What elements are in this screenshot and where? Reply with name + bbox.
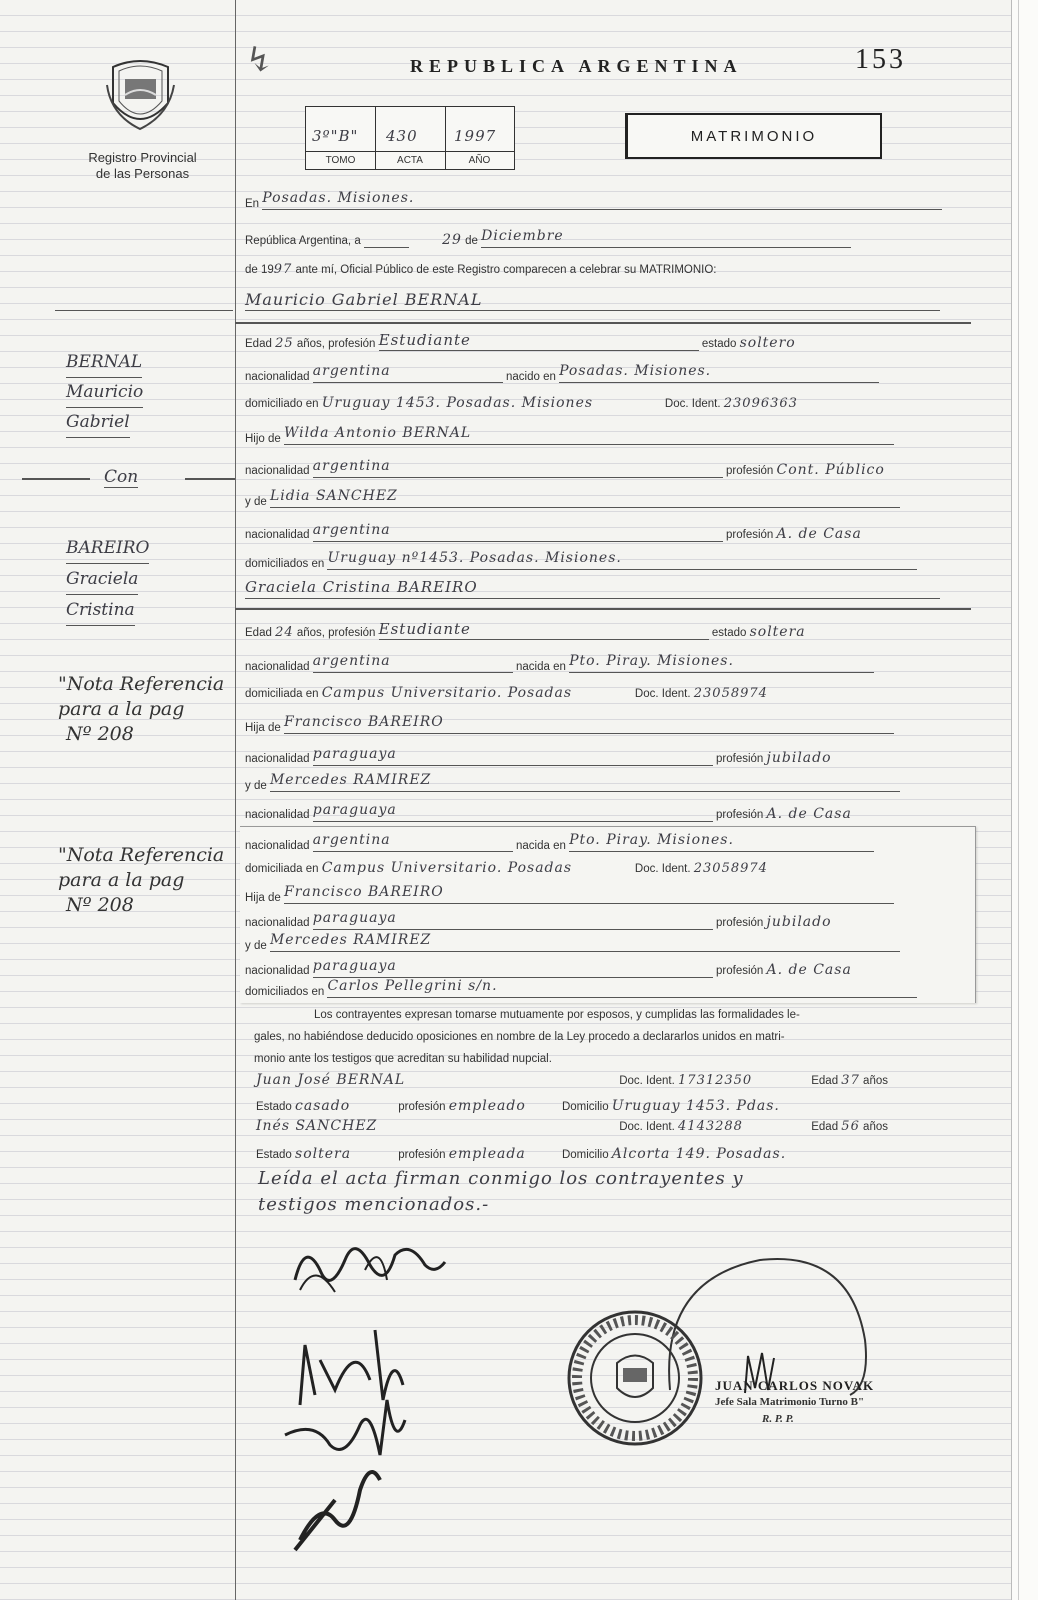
hijo-label: Hijo de (245, 433, 281, 445)
overlay-mother: Mercedes RAMIREZ (270, 932, 900, 952)
doc-label: Doc. Ident. (664, 398, 721, 410)
witness1-detail-row (256, 1098, 976, 1114)
nacionalidad-label: nacionalidad (245, 465, 310, 477)
anos-profesion-label: años, profesión (296, 627, 376, 639)
groom-nationality-row (245, 363, 879, 385)
bride-mother-nationality: paraguaya (313, 802, 713, 822)
witness1-doc: 17312350 (678, 1073, 753, 1088)
anos-label: años (863, 1121, 888, 1133)
groom-mother-profession: A. de Casa (776, 526, 862, 542)
margin-bride-name (66, 533, 226, 626)
overlay-nationality-row (245, 832, 874, 854)
margin-divider (235, 0, 236, 1600)
domicilio-label: Domicilio (561, 1149, 609, 1161)
margin-given-1b: Gabriel (66, 408, 130, 438)
margin-surname-1: BERNAL (66, 348, 142, 378)
witness1-profession: empleado (448, 1098, 526, 1114)
estado-label: estado (701, 338, 737, 350)
profesion-label: profesión (398, 1101, 446, 1113)
groom-name-line (245, 310, 940, 311)
nacionalidad-label: nacionalidad (245, 371, 310, 383)
year-prefix: de 19 (245, 264, 274, 276)
official-name: JUAN CARLOS NOVAK (715, 1378, 875, 1393)
month-value: Diciembre (481, 228, 851, 248)
official-initials: R. P. P. (762, 1413, 794, 1425)
profesion-label: profesión (726, 465, 774, 477)
witness2-detail-row (256, 1146, 976, 1162)
note1-line-2: para a la pag (58, 698, 185, 720)
y-de-label: y de (245, 940, 267, 952)
bride-father-nationality: paraguaya (313, 746, 713, 766)
groom-full-name: Mauricio Gabriel BERNAL (245, 290, 483, 309)
overlay-mother-row (245, 932, 900, 954)
nacido-label: nacido en (506, 371, 556, 383)
profesion-label: profesión (398, 1149, 446, 1161)
act-type: MATRIMONIO (690, 127, 818, 145)
act-type-box (625, 113, 882, 159)
bride-address: Campus Universitario. Posadas (321, 685, 573, 701)
acta-label: ACTA (397, 155, 423, 166)
tomo-label: TOMO (325, 155, 356, 166)
bride-name-line (245, 598, 940, 599)
registry-logo (103, 55, 178, 135)
de-label: de (465, 235, 478, 247)
witness2-status: soltera (295, 1146, 352, 1162)
witness1-row (256, 1072, 976, 1088)
domiciliados-label: domiciliados en (245, 986, 325, 998)
nacida-label: nacida en (516, 840, 566, 852)
groom-age: 25 (275, 336, 294, 351)
doc-label: Doc. Ident. (619, 1121, 675, 1133)
closing-statement (258, 1166, 968, 1218)
bride-mother-nat-row (245, 802, 852, 824)
note2-line-3: Nº 208 (66, 894, 134, 916)
overlay-nationality: argentina (313, 832, 513, 852)
section-divider-1 (235, 322, 971, 324)
bride-father-profession: jubilado (766, 750, 832, 766)
registry-seal-stamp (565, 1308, 705, 1448)
overlay-parents-address-row (245, 978, 917, 1000)
acta-value: 430 (386, 127, 418, 145)
overlay-father-row (245, 884, 894, 906)
anos-profesion-label: años, profesión (296, 338, 376, 350)
margin-surname-2: BAREIRO (66, 533, 149, 564)
bride-mother-row (245, 772, 900, 794)
profesion-label: profesión (716, 965, 764, 977)
legal-line-1: Los contrayentes expresan tomarse mutuamente por esposos, y cumplidas las formalidades le- (314, 1009, 800, 1021)
doc-label: Doc. Ident. (634, 863, 691, 875)
profesion-label: profesión (726, 529, 774, 541)
year-row (245, 262, 717, 284)
groom-parents-address-row (245, 550, 917, 572)
margin-given-1a: Mauricio (66, 378, 143, 408)
closing-line-2: testigos mencionados.- (258, 1194, 490, 1215)
groom-profession: Estudiante (379, 331, 699, 351)
estado-label: estado (711, 627, 747, 639)
witness2-name: Inés SANCHEZ (256, 1118, 378, 1134)
groom-mother-nat-row (245, 522, 862, 544)
groom-father: Wilda Antonio BERNAL (284, 425, 894, 445)
edad-label: Edad (245, 338, 272, 350)
witness2-age: 56 (841, 1119, 860, 1134)
groom-birthplace: Posadas. Misiones. (559, 363, 879, 383)
groom-father-profession: Cont. Público (776, 462, 885, 478)
overlay-doc: 23058974 (693, 861, 768, 876)
nacionalidad-label: nacionalidad (245, 965, 310, 977)
bride-nationality-row (245, 653, 874, 675)
y-de-label: y de (245, 780, 267, 792)
doc-label: Doc. Ident. (619, 1075, 675, 1087)
estado-label: Estado (256, 1101, 292, 1113)
note1-line-3: Nº 208 (66, 723, 134, 745)
overlay-father-nat-row (245, 910, 832, 932)
profesion-label: profesión (716, 753, 764, 765)
page-number: 153 (855, 44, 906, 75)
signature-bride (300, 1330, 403, 1405)
bride-address-row (245, 685, 768, 707)
margin-note-2 (58, 843, 233, 918)
overlay-mother-profession: A. de Casa (766, 962, 852, 978)
witness1-status: casado (295, 1098, 351, 1114)
registry-line-2: de las Personas (95, 166, 190, 181)
day-value: 29 (442, 232, 462, 248)
margin-groom-name (66, 348, 226, 438)
note2-line-1: "Nota Referencia (58, 844, 225, 866)
official-title: Jefe Sala Matrimonio Turno B" (715, 1396, 865, 1408)
registry-line-1: Registro Provincial (88, 150, 197, 165)
nacionalidad-label: nacionalidad (245, 917, 310, 929)
anio-value: 1997 (454, 127, 497, 145)
date-row (245, 228, 851, 250)
witness2-row (256, 1118, 976, 1134)
witness1-address: Uruguay 1453. Pdas. (611, 1098, 780, 1114)
bride-nationality: argentina (313, 653, 513, 673)
margin-con: Con (104, 467, 139, 487)
tomo-value: 3º"B" (312, 127, 359, 145)
witness1-age: 37 (841, 1073, 860, 1088)
year-suffix: 97 (273, 262, 293, 277)
y-de-label: y de (245, 496, 267, 508)
legal-paragraph (254, 1004, 974, 1070)
signature-witness-2 (295, 1472, 380, 1550)
groom-doc: 23096363 (723, 396, 798, 411)
overlay-father-nationality: paraguaya (313, 910, 713, 930)
signatures-group (275, 1220, 455, 1600)
bride-doc: 23058974 (693, 686, 768, 701)
overlay-birthplace: Pto. Piray. Misiones. (569, 832, 874, 852)
overlay-mother-nationality: paraguaya (313, 958, 713, 978)
registry-name (70, 150, 215, 182)
estado-label: Estado (256, 1149, 292, 1161)
groom-nationality: argentina (313, 363, 503, 383)
groom-parents-address: Uruguay nº1453. Posadas. Misiones. (327, 550, 917, 570)
bride-mother: Mercedes RAMIREZ (270, 772, 900, 792)
groom-father-nationality: argentina (313, 458, 723, 478)
bride-mother-profession: A. de Casa (766, 806, 852, 822)
domiciliada-label: domiciliada en (245, 688, 319, 700)
legal-line-3: monio ante los testigos que acreditan su habilidad nupcial. (254, 1053, 552, 1065)
overlay-address-row (245, 860, 768, 882)
groom-mother-row (245, 488, 900, 510)
signature-witness-1 (285, 1400, 405, 1455)
section-divider-2 (235, 608, 971, 610)
groom-address-row (245, 395, 798, 417)
doc-label: Doc. Ident. (634, 688, 691, 700)
country-title: REPUBLICA ARGENTINA (410, 56, 743, 76)
bride-father-row (245, 714, 894, 736)
note2-line-2: para a la pag (58, 869, 185, 891)
hija-label: Hija de (245, 722, 281, 734)
witness1-name: Juan José BERNAL (256, 1072, 406, 1088)
domicilio-label: Domicilio (561, 1101, 609, 1113)
groom-status: soltero (739, 335, 796, 351)
corner-initial-mark: ↯ (245, 40, 275, 80)
nacionalidad-label: nacionalidad (245, 809, 310, 821)
bride-birthplace: Pto. Piray. Misiones. (569, 653, 874, 673)
en-label: En (245, 198, 260, 210)
edad-label: Edad (811, 1121, 839, 1133)
bride-status: soltera (749, 624, 806, 640)
margin-note-1 (58, 672, 233, 747)
nacionalidad-label: nacionalidad (245, 529, 310, 541)
header-divider-left (55, 310, 233, 311)
domiciliados-label: domiciliados en (245, 558, 325, 570)
legal-line-2: gales, no habiéndose deducido oposiciones en nombre de la Ley procedo a declararlos unidos en matri- (254, 1031, 785, 1043)
margin-given-2b: Cristina (66, 595, 135, 626)
place-value: Posadas. Misiones. (262, 190, 942, 210)
overlay-parents-address: Carlos Pellegrini s/n. (327, 978, 917, 998)
bride-profession: Estudiante (379, 620, 709, 640)
nacionalidad-label: nacionalidad (245, 840, 310, 852)
margin-given-2a: Graciela (66, 564, 138, 595)
domiciliado-label: domiciliado en (245, 398, 319, 410)
edad-label: Edad (245, 627, 272, 639)
intro-text: ante mí, Oficial Público de este Registro comparecen a celebrar su MATRIMONIO: (295, 264, 717, 276)
witness2-profession: empleada (448, 1146, 526, 1162)
profesion-label: profesión (716, 917, 764, 929)
bride-age-row (245, 620, 806, 642)
closing-line-1: Leída el acta firman conmigo los contrayentes y (258, 1168, 744, 1189)
groom-mother: Lidia SANCHEZ (270, 488, 900, 508)
nacionalidad-label: nacionalidad (245, 753, 310, 765)
bride-age: 24 (275, 625, 294, 640)
margin-dash-left (22, 478, 90, 480)
profesion-label: profesión (716, 809, 764, 821)
bride-father-nat-row (245, 746, 832, 768)
anio-label: AÑO (468, 155, 491, 166)
groom-mother-nationality: argentina (313, 522, 723, 542)
record-id-box (305, 106, 515, 170)
bride-father: Francisco BAREIRO (284, 714, 894, 734)
groom-father-row (245, 425, 894, 447)
overlay-address: Campus Universitario. Posadas (321, 860, 573, 876)
signature-groom (295, 1249, 445, 1292)
margin-dash-right (185, 478, 235, 480)
adjacent-page-edge (1011, 0, 1038, 1600)
witness2-doc: 4143288 (678, 1119, 743, 1134)
groom-age-row (245, 331, 796, 353)
witness2-address: Alcorta 149. Posadas. (611, 1146, 787, 1162)
domiciliada-label: domiciliada en (245, 863, 319, 875)
hija-label: Hija de (245, 892, 281, 904)
overlay-mother-nat-row (245, 958, 852, 980)
overlay-father-profession: jubilado (766, 914, 832, 930)
groom-address: Uruguay 1453. Posadas. Misiones (321, 395, 594, 411)
rep-label: República Argentina, a (245, 235, 361, 247)
overlay-father: Francisco BAREIRO (284, 884, 894, 904)
edad-label: Edad (811, 1075, 839, 1087)
bride-full-name: Graciela Cristina BAREIRO (245, 578, 478, 596)
nacionalidad-label: nacionalidad (245, 661, 310, 673)
anos-label: años (863, 1075, 888, 1087)
note1-line-1: "Nota Referencia (58, 673, 225, 695)
nacida-label: nacida en (516, 661, 566, 673)
groom-father-nat-row (245, 458, 885, 480)
place-row (245, 190, 942, 212)
